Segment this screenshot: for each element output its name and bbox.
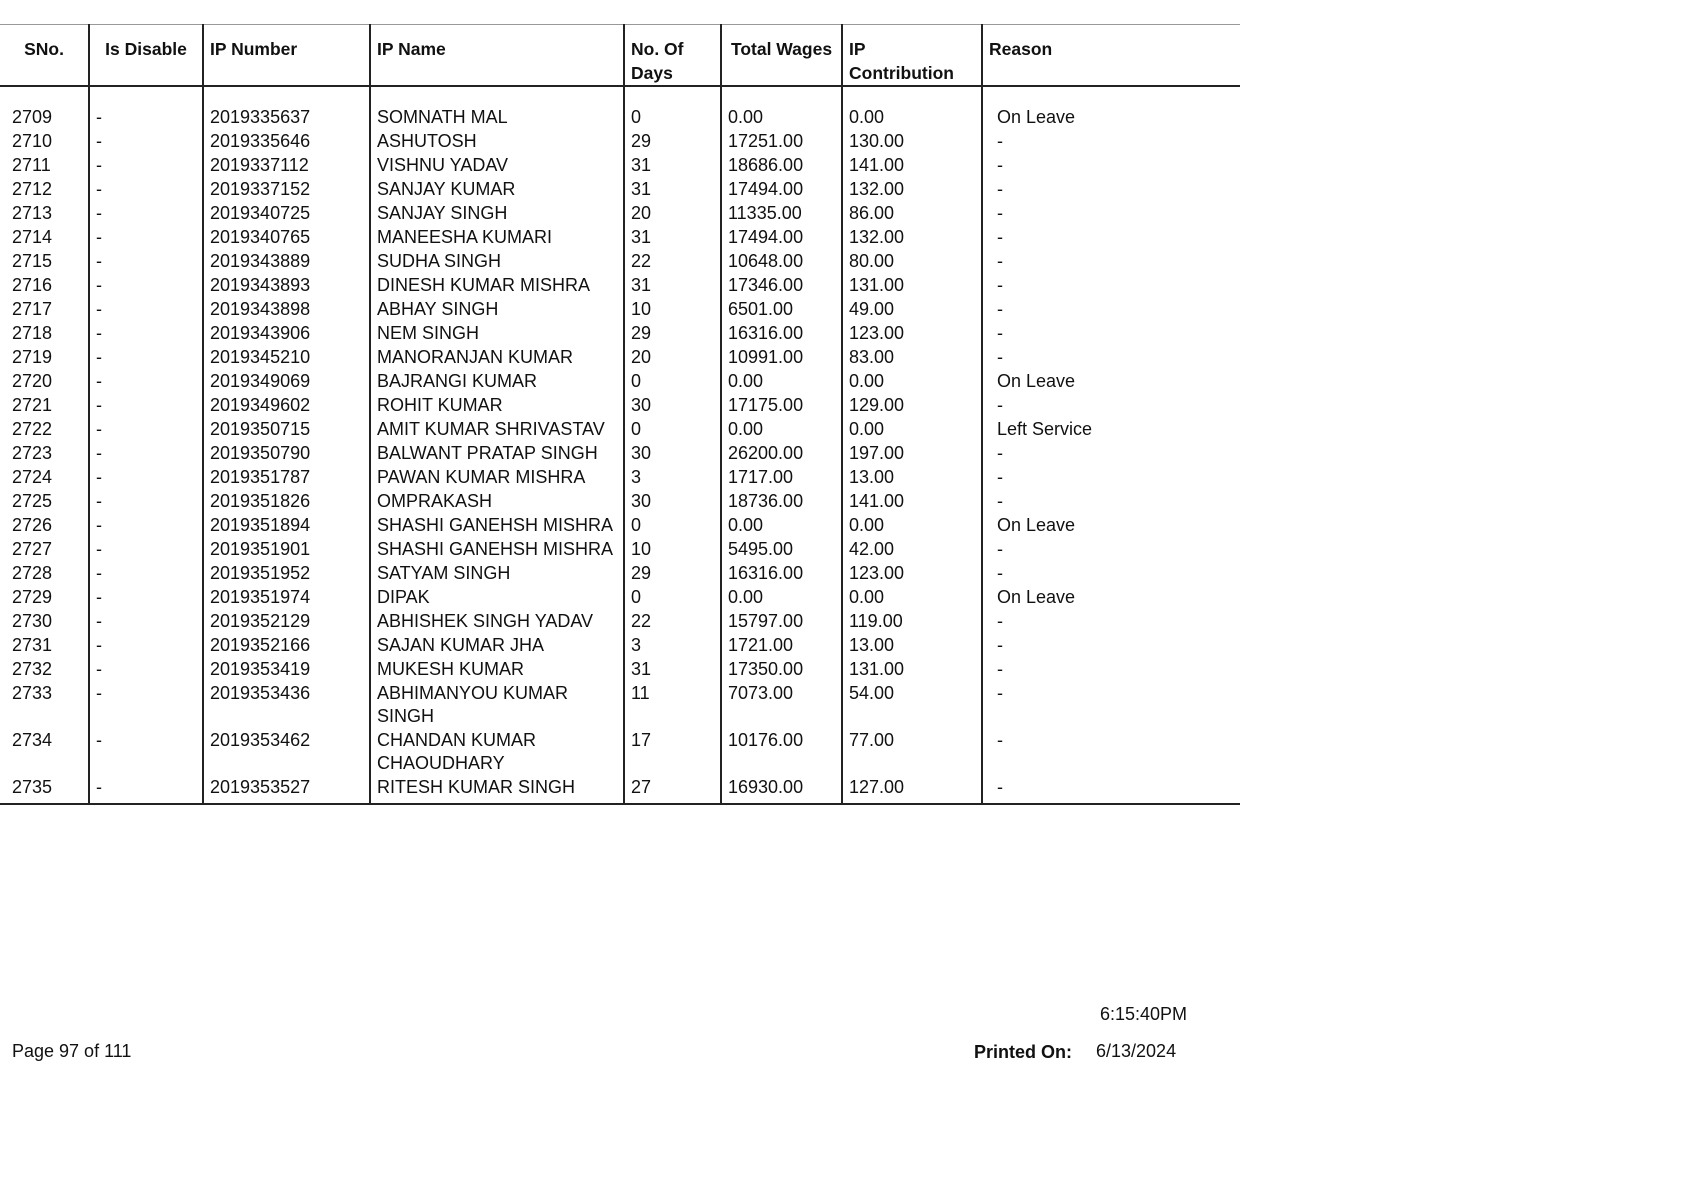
- no-of-days-cell: 30: [624, 393, 721, 417]
- column-header-total-wages: Total Wages: [721, 25, 842, 87]
- no-of-days-cell: 0: [624, 585, 721, 609]
- no-of-days-cell: 3: [624, 633, 721, 657]
- is-disable-cell: -: [89, 225, 203, 249]
- table-row: [0, 297, 1240, 321]
- ip-name-cell: RITESH KUMAR SINGH: [370, 775, 624, 804]
- total-wages-cell: 10176.00: [721, 728, 842, 775]
- ip-number-cell: 2019343898: [203, 297, 370, 321]
- column-header-reason: Reason: [982, 25, 1240, 87]
- table-header-row: [0, 25, 1240, 87]
- table-row: [0, 129, 1240, 153]
- printed-on-date: 6/13/2024: [1096, 1041, 1177, 1061]
- column-header-is-disable: Is Disable: [89, 25, 203, 87]
- ip-contribution-cell: 0.00: [842, 585, 982, 609]
- ip-number-cell: 2019343889: [203, 249, 370, 273]
- table-row: [0, 609, 1240, 633]
- ip-name-cell: ABHIMANYOU KUMAR SINGH: [370, 681, 624, 728]
- ip-name-cell: MANORANJAN KUMAR: [370, 345, 624, 369]
- is-disable-cell: -: [89, 153, 203, 177]
- table-row: [0, 441, 1240, 465]
- no-of-days-cell: 31: [624, 225, 721, 249]
- table-row: [0, 345, 1240, 369]
- sno-cell: 2723: [12, 443, 53, 463]
- ip-number-cell: 2019351894: [203, 513, 370, 537]
- total-wages-cell: 7073.00: [721, 681, 842, 728]
- total-wages-cell: 15797.00: [721, 609, 842, 633]
- no-of-days-cell: 31: [624, 177, 721, 201]
- sno-cell: 2722: [12, 419, 53, 439]
- ip-number-cell: 2019340765: [203, 225, 370, 249]
- page-number: Page 97 of 111: [12, 1041, 132, 1061]
- no-of-days-cell: 30: [624, 489, 721, 513]
- is-disable-cell: -: [89, 177, 203, 201]
- is-disable-cell: -: [89, 249, 203, 273]
- ip-contribution-cell: 123.00: [842, 321, 982, 345]
- no-of-days-cell: 31: [624, 153, 721, 177]
- ip-contribution-cell: 83.00: [842, 345, 982, 369]
- reason-cell: -: [982, 489, 1240, 513]
- reason-cell: -: [982, 775, 1240, 804]
- ip-name-cell: ABHAY SINGH: [370, 297, 624, 321]
- no-of-days-cell: 30: [624, 441, 721, 465]
- total-wages-cell: 17494.00: [721, 225, 842, 249]
- sno-cell: 2728: [12, 563, 53, 583]
- is-disable-cell: -: [89, 321, 203, 345]
- no-of-days-cell: 0: [624, 513, 721, 537]
- no-of-days-cell: 0: [624, 369, 721, 393]
- table-row: [0, 321, 1240, 345]
- total-wages-cell: 10648.00: [721, 249, 842, 273]
- reason-cell: -: [982, 345, 1240, 369]
- ip-contribution-cell: 54.00: [842, 681, 982, 728]
- ip-contribution-cell: 77.00: [842, 728, 982, 775]
- sno-cell: 2714: [12, 227, 53, 247]
- total-wages-cell: 1721.00: [721, 633, 842, 657]
- no-of-days-cell: 0: [624, 105, 721, 129]
- reason-cell: -: [982, 129, 1240, 153]
- is-disable-cell: -: [89, 657, 203, 681]
- table-row: [0, 177, 1240, 201]
- total-wages-cell: 16316.00: [721, 321, 842, 345]
- table-row: [0, 537, 1240, 561]
- ip-contribution-cell: 131.00: [842, 657, 982, 681]
- ip-name-cell: BAJRANGI KUMAR: [370, 369, 624, 393]
- sno-cell: 2720: [12, 371, 53, 391]
- ip-contribution-cell: 132.00: [842, 177, 982, 201]
- is-disable-cell: -: [89, 105, 203, 129]
- sno-cell: 2735: [0, 775, 89, 804]
- sno-cell: 2726: [12, 515, 53, 535]
- ip-contribution-cell: 13.00: [842, 633, 982, 657]
- ip-name-cell: OMPRAKASH: [370, 489, 624, 513]
- total-wages-cell: 0.00: [721, 513, 842, 537]
- table-row: [0, 273, 1240, 297]
- ip-number-cell: 2019351952: [203, 561, 370, 585]
- no-of-days-cell: 17: [624, 728, 721, 775]
- sno-cell: 2712: [12, 179, 53, 199]
- no-of-days-cell: 10: [624, 297, 721, 321]
- ip-contribution-cell: 86.00: [842, 201, 982, 225]
- table-row: [0, 201, 1240, 225]
- is-disable-cell: -: [89, 537, 203, 561]
- ip-number-cell: 2019337152: [203, 177, 370, 201]
- ip-contribution-cell: 197.00: [842, 441, 982, 465]
- total-wages-cell: 0.00: [721, 417, 842, 441]
- ip-contribution-cell: 13.00: [842, 465, 982, 489]
- ip-contribution-cell: 49.00: [842, 297, 982, 321]
- table-row: [0, 681, 1240, 728]
- reason-cell: On Leave: [982, 105, 1240, 129]
- no-of-days-cell: 0: [624, 417, 721, 441]
- ip-name-cell: ASHUTOSH: [370, 129, 624, 153]
- ip-name-cell: DINESH KUMAR MISHRA: [370, 273, 624, 297]
- sno-cell: 2709: [12, 107, 53, 127]
- no-of-days-cell: 10: [624, 537, 721, 561]
- is-disable-cell: -: [89, 465, 203, 489]
- ip-name-cell: MANEESHA KUMARI: [370, 225, 624, 249]
- reason-cell: -: [982, 465, 1240, 489]
- sno-cell: 2718: [12, 323, 53, 343]
- total-wages-cell: 16930.00: [721, 775, 842, 804]
- ip-number-cell: 2019335637: [203, 105, 370, 129]
- table-row: [0, 585, 1240, 609]
- ip-name-cell: SHASHI GANEHSH MISHRA: [370, 537, 624, 561]
- column-header-ip-contribution: IP Contribution: [842, 25, 982, 87]
- ip-contribution-cell: 132.00: [842, 225, 982, 249]
- reason-cell: -: [982, 297, 1240, 321]
- reason-cell: -: [982, 633, 1240, 657]
- reason-cell: -: [982, 273, 1240, 297]
- sno-cell: 2732: [12, 659, 53, 679]
- is-disable-cell: -: [89, 417, 203, 441]
- ip-name-cell: BALWANT PRATAP SINGH: [370, 441, 624, 465]
- ip-contribution-cell: 0.00: [842, 513, 982, 537]
- column-header-ip-number: IP Number: [203, 25, 370, 87]
- spacer-row: [0, 86, 1240, 105]
- ip-name-cell: SAJAN KUMAR JHA: [370, 633, 624, 657]
- ip-number-cell: 2019350715: [203, 417, 370, 441]
- is-disable-cell: -: [89, 489, 203, 513]
- ip-number-cell: 2019340725: [203, 201, 370, 225]
- sno-cell: 2731: [12, 635, 53, 655]
- ip-name-cell: NEM SINGH: [370, 321, 624, 345]
- column-header-ip-name: IP Name: [370, 25, 624, 87]
- table-row: [0, 105, 1240, 129]
- no-of-days-cell: 27: [624, 775, 721, 804]
- reason-cell: -: [982, 321, 1240, 345]
- is-disable-cell: -: [89, 345, 203, 369]
- table-row: [0, 249, 1240, 273]
- ip-contribution-cell: 0.00: [842, 369, 982, 393]
- ip-contribution-cell: 131.00: [842, 273, 982, 297]
- ip-number-cell: 2019335646: [203, 129, 370, 153]
- sno-cell: 2727: [12, 539, 53, 559]
- is-disable-cell: -: [89, 561, 203, 585]
- table-row: [0, 393, 1240, 417]
- ip-name-cell: DIPAK: [370, 585, 624, 609]
- contribution-table: [0, 24, 1240, 805]
- reason-cell: -: [982, 153, 1240, 177]
- ip-name-cell: SANJAY KUMAR: [370, 177, 624, 201]
- ip-number-cell: 2019343906: [203, 321, 370, 345]
- table-row: [0, 561, 1240, 585]
- reason-cell: -: [982, 201, 1240, 225]
- sno-cell: 2710: [12, 131, 53, 151]
- is-disable-cell: -: [89, 297, 203, 321]
- ip-number-cell: 2019343893: [203, 273, 370, 297]
- total-wages-cell: 18686.00: [721, 153, 842, 177]
- ip-contribution-cell: 42.00: [842, 537, 982, 561]
- reason-cell: -: [982, 728, 1240, 775]
- total-wages-cell: 26200.00: [721, 441, 842, 465]
- no-of-days-cell: 31: [624, 273, 721, 297]
- ip-number-cell: 2019350790: [203, 441, 370, 465]
- is-disable-cell: -: [89, 129, 203, 153]
- sno-cell: 2715: [12, 251, 53, 271]
- ip-number-cell: 2019353419: [203, 657, 370, 681]
- total-wages-cell: 5495.00: [721, 537, 842, 561]
- ip-contribution-cell: 119.00: [842, 609, 982, 633]
- table-row: [0, 728, 1240, 775]
- ip-number-cell: 2019351974: [203, 585, 370, 609]
- reason-cell: -: [982, 681, 1240, 728]
- sno-cell: 2733: [12, 683, 53, 703]
- sno-cell: 2729: [12, 587, 53, 607]
- ip-contribution-cell: 141.00: [842, 489, 982, 513]
- reason-cell: -: [982, 561, 1240, 585]
- ip-contribution-cell: 130.00: [842, 129, 982, 153]
- ip-contribution-cell: 0.00: [842, 105, 982, 129]
- no-of-days-cell: 22: [624, 249, 721, 273]
- sno-cell: 2713: [12, 203, 53, 223]
- table-body: [0, 86, 1240, 804]
- is-disable-cell: -: [89, 273, 203, 297]
- ip-number-cell: 2019345210: [203, 345, 370, 369]
- no-of-days-cell: 22: [624, 609, 721, 633]
- is-disable-cell: -: [89, 681, 203, 728]
- ip-contribution-cell: 123.00: [842, 561, 982, 585]
- table-row: [0, 633, 1240, 657]
- reason-cell: -: [982, 609, 1240, 633]
- reason-cell: -: [982, 393, 1240, 417]
- sno-cell: 2721: [12, 395, 53, 415]
- is-disable-cell: -: [89, 369, 203, 393]
- ip-number-cell: 2019353436: [203, 681, 370, 728]
- no-of-days-cell: 29: [624, 561, 721, 585]
- sno-cell: 2724: [12, 467, 53, 487]
- is-disable-cell: -: [89, 201, 203, 225]
- table-row: [0, 657, 1240, 681]
- sno-cell: 2734: [12, 730, 53, 750]
- ip-name-cell: SATYAM SINGH: [370, 561, 624, 585]
- reason-cell: -: [982, 225, 1240, 249]
- total-wages-cell: 10991.00: [721, 345, 842, 369]
- ip-number-cell: 2019353527: [203, 775, 370, 804]
- reason-cell: -: [982, 249, 1240, 273]
- ip-number-cell: 2019352166: [203, 633, 370, 657]
- reason-cell: On Leave: [982, 585, 1240, 609]
- sno-cell: 2716: [12, 275, 53, 295]
- is-disable-cell: -: [89, 393, 203, 417]
- ip-contribution-cell: 129.00: [842, 393, 982, 417]
- reason-cell: -: [982, 177, 1240, 201]
- is-disable-cell: -: [89, 775, 203, 804]
- ip-number-cell: 2019351787: [203, 465, 370, 489]
- table-row: [0, 225, 1240, 249]
- total-wages-cell: 17346.00: [721, 273, 842, 297]
- total-wages-cell: 17175.00: [721, 393, 842, 417]
- no-of-days-cell: 31: [624, 657, 721, 681]
- ip-name-cell: SOMNATH MAL: [370, 105, 624, 129]
- is-disable-cell: -: [89, 633, 203, 657]
- ip-number-cell: 2019351826: [203, 489, 370, 513]
- is-disable-cell: -: [89, 609, 203, 633]
- table-row: [0, 775, 1240, 804]
- reason-cell: -: [982, 537, 1240, 561]
- sno-cell: 2725: [12, 491, 53, 511]
- printed-on-label: Printed On:: [974, 1042, 1072, 1062]
- ip-name-cell: AMIT KUMAR SHRIVASTAV: [370, 417, 624, 441]
- is-disable-cell: -: [89, 513, 203, 537]
- total-wages-cell: 0.00: [721, 105, 842, 129]
- total-wages-cell: 6501.00: [721, 297, 842, 321]
- no-of-days-cell: 20: [624, 201, 721, 225]
- is-disable-cell: -: [89, 728, 203, 775]
- table-row: [0, 153, 1240, 177]
- ip-number-cell: 2019349602: [203, 393, 370, 417]
- total-wages-cell: 11335.00: [721, 201, 842, 225]
- ip-contribution-cell: 80.00: [842, 249, 982, 273]
- ip-number-cell: 2019337112: [203, 153, 370, 177]
- ip-contribution-cell: 127.00: [842, 775, 982, 804]
- sno-cell: 2717: [12, 299, 53, 319]
- reason-cell: On Leave: [982, 513, 1240, 537]
- column-header-no-of-days: No. Of Days: [624, 25, 721, 87]
- ip-name-cell: ROHIT KUMAR: [370, 393, 624, 417]
- total-wages-cell: 18736.00: [721, 489, 842, 513]
- reason-cell: Left Service: [982, 417, 1240, 441]
- ip-contribution-cell: 141.00: [842, 153, 982, 177]
- table-row: [0, 417, 1240, 441]
- ip-number-cell: 2019349069: [203, 369, 370, 393]
- sno-cell: 2719: [12, 347, 53, 367]
- table-row: [0, 489, 1240, 513]
- total-wages-cell: 16316.00: [721, 561, 842, 585]
- table-row: [0, 465, 1240, 489]
- ip-name-cell: VISHNU YADAV: [370, 153, 624, 177]
- ip-name-cell: SHASHI GANEHSH MISHRA: [370, 513, 624, 537]
- table-row: [0, 513, 1240, 537]
- table-row: [0, 369, 1240, 393]
- print-time: 6:15:40PM: [1100, 1004, 1188, 1024]
- reason-cell: -: [982, 441, 1240, 465]
- ip-name-cell: PAWAN KUMAR MISHRA: [370, 465, 624, 489]
- total-wages-cell: 1717.00: [721, 465, 842, 489]
- sno-cell: 2711: [12, 155, 51, 175]
- ip-number-cell: 2019351901: [203, 537, 370, 561]
- ip-name-cell: MUKESH KUMAR: [370, 657, 624, 681]
- total-wages-cell: 17251.00: [721, 129, 842, 153]
- ip-name-cell: SANJAY SINGH: [370, 201, 624, 225]
- no-of-days-cell: 11: [624, 681, 721, 728]
- no-of-days-cell: 29: [624, 129, 721, 153]
- total-wages-cell: 0.00: [721, 585, 842, 609]
- is-disable-cell: -: [89, 585, 203, 609]
- total-wages-cell: 17350.00: [721, 657, 842, 681]
- ip-name-cell: SUDHA SINGH: [370, 249, 624, 273]
- is-disable-cell: -: [89, 441, 203, 465]
- ip-contribution-cell: 0.00: [842, 417, 982, 441]
- ip-number-cell: 2019352129: [203, 609, 370, 633]
- no-of-days-cell: 3: [624, 465, 721, 489]
- column-header-sno: SNo.: [0, 25, 89, 87]
- no-of-days-cell: 20: [624, 345, 721, 369]
- ip-number-cell: 2019353462: [203, 728, 370, 775]
- no-of-days-cell: 29: [624, 321, 721, 345]
- total-wages-cell: 17494.00: [721, 177, 842, 201]
- reason-cell: On Leave: [982, 369, 1240, 393]
- total-wages-cell: 0.00: [721, 369, 842, 393]
- reason-cell: -: [982, 657, 1240, 681]
- ip-name-cell: CHANDAN KUMAR CHAOUDHARY: [370, 728, 624, 775]
- sno-cell: 2730: [12, 611, 53, 631]
- ip-name-cell: ABHISHEK SINGH YADAV: [370, 609, 624, 633]
